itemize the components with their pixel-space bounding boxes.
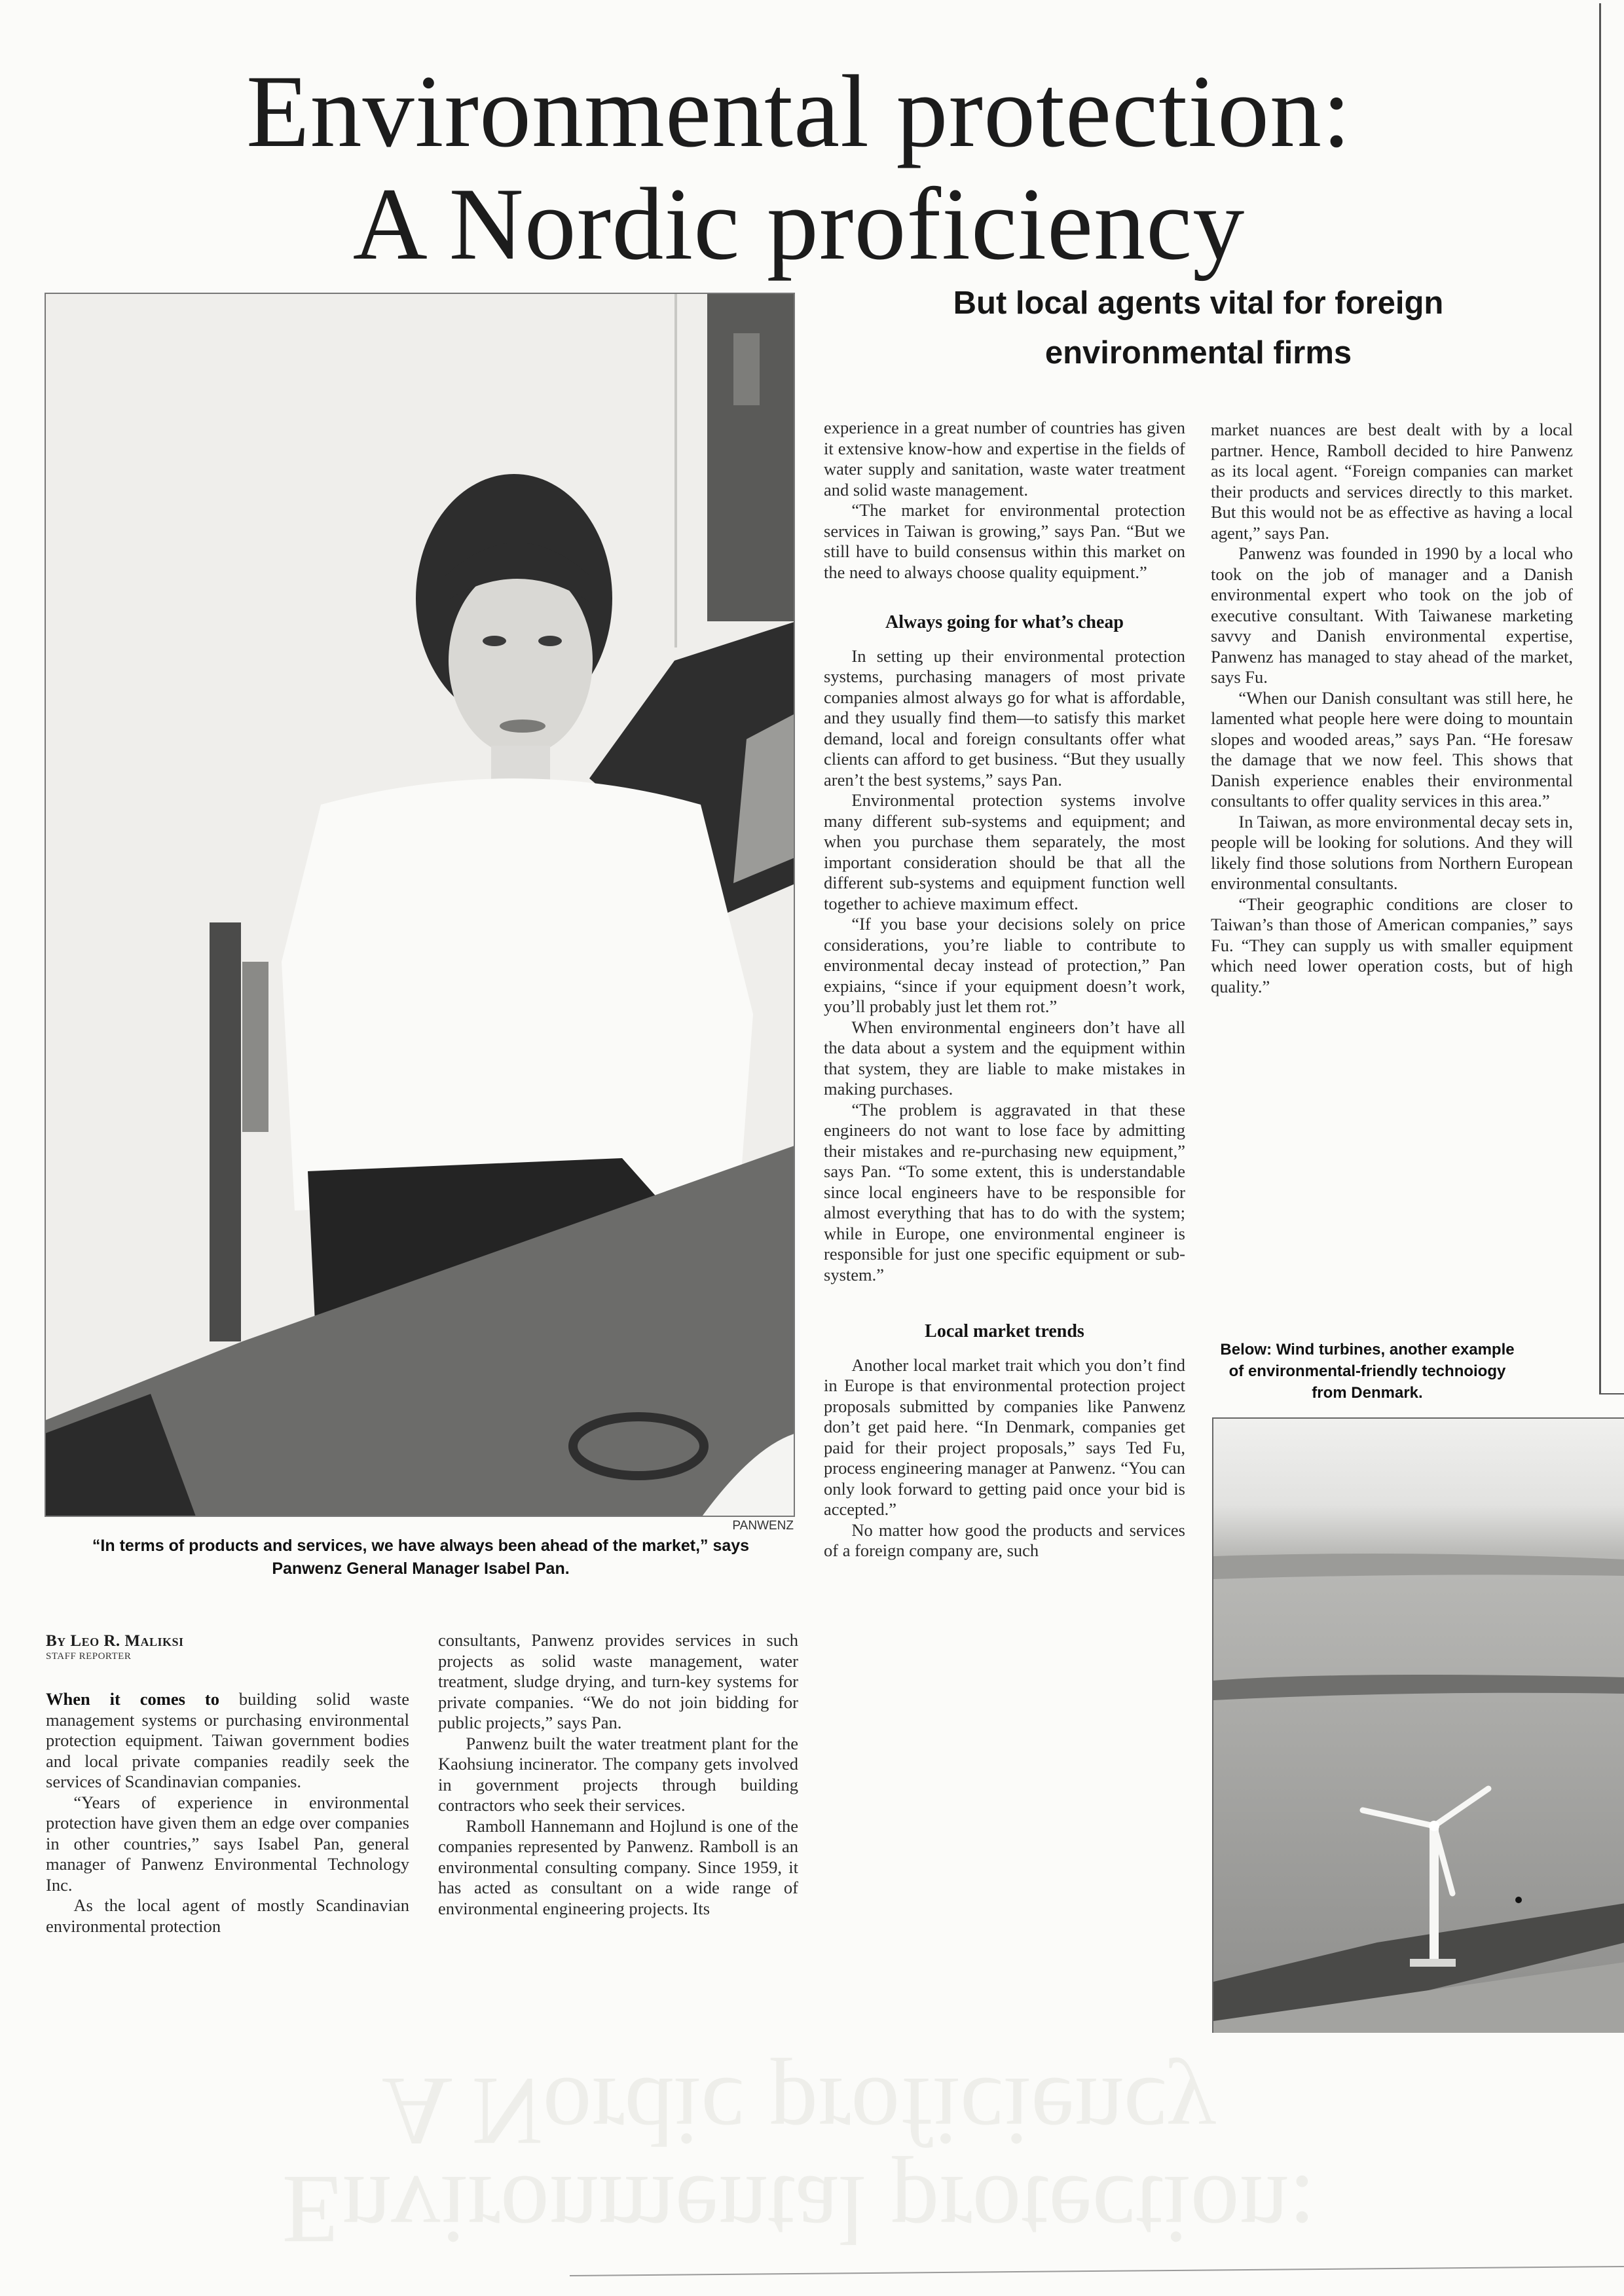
article-headline	[0, 56, 1598, 281]
article-column-3	[824, 418, 1185, 1561]
article-column-4	[1211, 420, 1573, 997]
article-column-1	[46, 1689, 409, 1937]
photo-credit: PANWENZ	[732, 1519, 794, 1533]
showthrough-text-2: Environmental protection:	[282, 2155, 1316, 2264]
paragraph: When it comes to building solid waste management systems or purchasing environmental protection equipment. Taiwan government bodies and local private companies readily seek the services of Scandinavian companies.	[46, 1689, 409, 1791]
article-column-2	[438, 1630, 798, 1919]
paragraph: “When our Danish consultant was still here, he lamented what people here were doing to mountain slopes and wooded areas,” says Pan. “He foresaw the damage that we now feel. This shows that Danish experience enables their environmental consultants to offer quality services in this area.”	[1211, 687, 1573, 811]
paragraph: Panwenz built the water treatment plant for the Kaohsiung incinerator. The company gets involved in government projects through building contractors who seek their services.	[438, 1733, 798, 1815]
paragraph: Another local market trait which you don’t find in Europe is that environmental protection project proposals submitted by companies like Panwenz don’t get paid here. “In Denmark, companies get paid for their project proposals,” says Ted Fu, process engineering manager at Panwenz. “You can only look forward to getting paid once your bid is accepted.”	[824, 1355, 1185, 1519]
paragraph: market nuances are best dealt with by a local partner. Hence, Ramboll decided to hire Panwenz as its local agent. “Foreign companies can market their products and services directly to this market. But this would not be as effective as having a local agent,” says Pan.	[1211, 420, 1573, 543]
paragraph: When environmental engineers don’t have all the data about a system and the equipment within that system, they are liable to make mistakes in making purchases.	[824, 1017, 1185, 1099]
paragraph: “Their geographic conditions are closer to Taiwan’s than those of American companies,” says Fu. “They can supply us with smaller equipment which need lower operation costs, but of high quality.”	[1211, 894, 1573, 996]
subhead-line-2: environmental firms	[1044, 335, 1352, 371]
photo-wind-turbine-icon	[1213, 1419, 1624, 2033]
subhead-line-1: But local agents vital for foreign	[953, 285, 1444, 321]
paragraph: consultants, Panwenz provides services in such projects as solid waste management, water treatment, sludge drying, and turn-key systems for private companies. “We do not join bidding for public projects,” says Pan.	[438, 1630, 798, 1732]
page-border-foot	[1599, 1393, 1624, 1394]
paragraph: Environmental protection systems involve many different sub-systems and equipment; and when you purchase them separately, the most important consideration should be that all the different sub-systems and equipment function well together to achieve maximum effect.	[824, 790, 1185, 913]
paragraph: Ramboll Hannemann and Hojlund is one of the companies represented by Panwenz. Ramboll is an environmental consulting company. Since 1959, it has acted as consultant on a wide range of environmental engineering projects. Its	[438, 1815, 798, 1918]
photo-portrait-woman-icon	[46, 294, 795, 1517]
portrait-photo-caption: “In terms of products and services, we have always been ahead of the market,” says Panwenz General Manager Isabel Pan.	[92, 1537, 750, 1578]
wind-turbine-photo	[1212, 1417, 1624, 2033]
byline-role: STAFF REPORTER	[46, 1651, 132, 1662]
paragraph: In Taiwan, as more environmental decay sets in, people will be looking for solutions. And they will likely find those solutions from Northern European environmental consultants.	[1211, 811, 1573, 893]
page-border-line	[1599, 3, 1601, 1394]
showthrough-text-1: A Nordic proficiency	[381, 2057, 1217, 2166]
lead-in: When it comes to	[46, 1689, 219, 1709]
headline-line-1: Environmental protection:	[246, 54, 1352, 169]
headline-line-2: A Nordic proficiency	[352, 167, 1246, 282]
section-heading-market-trends: Local market trends	[925, 1321, 1084, 1341]
page-bottom-edge	[570, 2266, 1624, 2276]
paragraph: No matter how good the products and services of a foreign company are, such	[824, 1520, 1185, 1560]
section-heading-cheap: Always going for what’s cheap	[885, 612, 1124, 632]
byline-author: By Leo R. Maliksi	[46, 1632, 184, 1650]
paragraph: “If you base your decisions solely on price considerations, you’re liable to contribute to environmental decay instead of protection,” Pan expiains, “since if your equipment doesn’t work, you’ll probably just let them rot.”	[824, 914, 1185, 1016]
paragraph: “Years of experience in environmental protection have given them an edge over companies in other countries,” says Isabel Pan, general manager of Panwenz Environmental Technology Inc.	[46, 1792, 409, 1895]
paragraph: Panwenz was founded in 1990 by a local who took on the job of manager and a Danish environmental expert who took on the job of executive consultant. With Taiwanese marketing savvy and Danish environmental expertise, Panwenz has managed to stay ahead of the market, says Fu.	[1211, 543, 1573, 687]
article-subheadline	[851, 278, 1545, 378]
paragraph: In setting up their environmental protection systems, purchasing managers of most private companies almost always go for what is affordable, and they usually find them—to satisfy this market demand, local and foreign consultants offer what clients can afford to get business. “But they usually aren’t the best systems,” says Pan.	[824, 646, 1185, 790]
paragraph: experience in a great number of countries has given it extensive know-how and expertise in the fields of water supply and sanitation, waste water treatment and solid waste management.	[824, 418, 1185, 500]
paragraph: “The problem is aggravated in that these engineers do not want to lose face by admitting their mistakes and re-purchasing new equipment,” says Pan. “To some extent, this is understandable since local engineers have to be responsible for almost everything that has to do with the system; while in Europe, one environmental engineer is responsible for just one specific equipment or sub-system.”	[824, 1099, 1185, 1285]
paragraph: “The market for environmental protection services in Taiwan is growing,” says Pan. “But we still have to build consensus within this market on the need to always choose quality equipment.”	[824, 500, 1185, 582]
portrait-photo	[45, 293, 795, 1517]
paragraph: As the local agent of mostly Scandinavian environmental protection	[46, 1895, 409, 1936]
wind-photo-caption: Below: Wind turbines, another example of environmental-friendly technoiogy from Denmark.	[1220, 1341, 1515, 1402]
